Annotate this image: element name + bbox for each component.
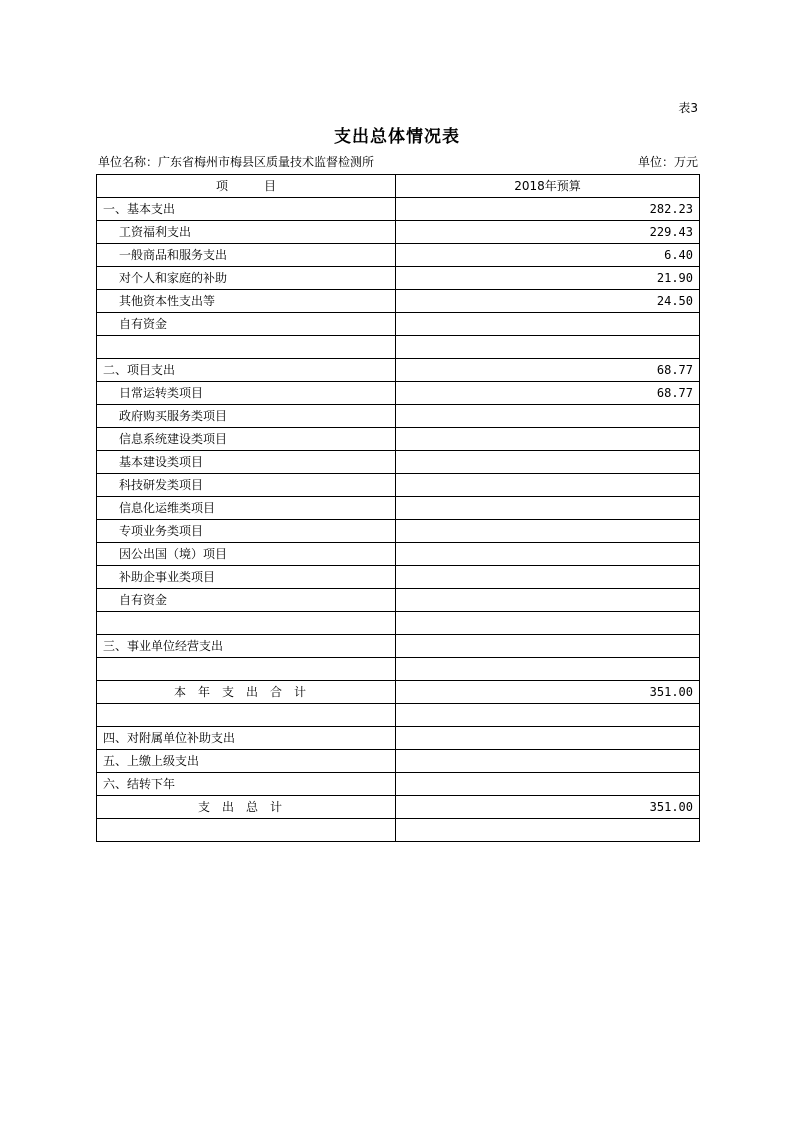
- table-row: [97, 313, 700, 336]
- row-item-label: 自有资金: [97, 313, 396, 336]
- table-row: [97, 244, 700, 267]
- table-row: [97, 451, 700, 474]
- row-item-label: 六、结转下年: [97, 773, 396, 796]
- row-item-label: 对个人和家庭的补助: [97, 267, 396, 290]
- row-item-label: [97, 704, 396, 727]
- table-row: [97, 474, 700, 497]
- table-row: [97, 727, 700, 750]
- table-row: [97, 497, 700, 520]
- table-row: [97, 681, 700, 704]
- row-budget-value: [396, 451, 700, 474]
- row-item-label: 信息化运维类项目: [97, 497, 396, 520]
- table-row: [97, 704, 700, 727]
- table-row: [97, 658, 700, 681]
- row-item-label: 科技研发类项目: [97, 474, 396, 497]
- table-row: [97, 543, 700, 566]
- row-budget-value: [396, 727, 700, 750]
- row-budget-value: 351.00: [396, 796, 700, 819]
- row-item-label: 专项业务类项目: [97, 520, 396, 543]
- table-row: [97, 520, 700, 543]
- row-item-label: 三、事业单位经营支出: [97, 635, 396, 658]
- table-row: [97, 796, 700, 819]
- table-header-row: [97, 175, 700, 198]
- table-row: [97, 290, 700, 313]
- row-item-label: [97, 336, 396, 359]
- row-item-label: [97, 819, 396, 842]
- row-budget-value: [396, 819, 700, 842]
- row-item-label: 工资福利支出: [97, 221, 396, 244]
- row-item-label: 政府购买服务类项目: [97, 405, 396, 428]
- unit-name: 单位名称：广东省梅州市梅县区质量技术监督检测所: [98, 155, 375, 169]
- row-item-label: 补助企事业类项目: [97, 566, 396, 589]
- row-budget-value: 6.40: [396, 244, 700, 267]
- row-item-label: 四、对附属单位补助支出: [97, 727, 396, 750]
- row-budget-value: [396, 474, 700, 497]
- table-row: [97, 198, 700, 221]
- row-budget-value: [396, 589, 700, 612]
- row-budget-value: [396, 658, 700, 681]
- currency-unit: 单位：万元: [637, 155, 698, 169]
- table-row: [97, 359, 700, 382]
- table-row: [97, 221, 700, 244]
- row-item-label: 因公出国（境）项目: [97, 543, 396, 566]
- row-budget-value: [396, 520, 700, 543]
- row-item-label: 五、上缴上级支出: [97, 750, 396, 773]
- row-item-label: 信息系统建设类项目: [97, 428, 396, 451]
- row-item-label: 一般商品和服务支出: [97, 244, 396, 267]
- table-row: [97, 635, 700, 658]
- row-budget-value: [396, 635, 700, 658]
- row-budget-value: [396, 428, 700, 451]
- row-budget-value: [396, 704, 700, 727]
- row-budget-value: 24.50: [396, 290, 700, 313]
- table-number: 表3: [678, 101, 698, 115]
- row-item-label: 其他资本性支出等: [97, 290, 396, 313]
- row-budget-value: 68.77: [396, 359, 700, 382]
- row-item-label: 二、项目支出: [97, 359, 396, 382]
- table-row: [97, 428, 700, 451]
- row-budget-value: [396, 566, 700, 589]
- row-budget-value: 21.90: [396, 267, 700, 290]
- table-row: [97, 405, 700, 428]
- table-row: [97, 819, 700, 842]
- row-item-label: 一、基本支出: [97, 198, 396, 221]
- row-budget-value: [396, 313, 700, 336]
- row-budget-value: 68.77: [396, 382, 700, 405]
- row-budget-value: [396, 497, 700, 520]
- table-row: [97, 267, 700, 290]
- table-row: [97, 750, 700, 773]
- page-title: 支出总体情况表: [334, 127, 460, 147]
- row-budget-value: [396, 543, 700, 566]
- row-budget-value: [396, 336, 700, 359]
- row-item-label: 自有资金: [97, 589, 396, 612]
- row-budget-value: 229.43: [396, 221, 700, 244]
- column-header-budget: 2018年预算: [396, 175, 700, 198]
- row-budget-value: [396, 612, 700, 635]
- table-row: [97, 773, 700, 796]
- row-item-label: 日常运转类项目: [97, 382, 396, 405]
- row-item-label: [97, 658, 396, 681]
- table-row: [97, 566, 700, 589]
- row-budget-value: 282.23: [396, 198, 700, 221]
- column-header-item: 项 目: [97, 175, 396, 198]
- row-budget-value: [396, 773, 700, 796]
- table-row: [97, 612, 700, 635]
- row-budget-value: 351.00: [396, 681, 700, 704]
- row-item-label: [97, 612, 396, 635]
- row-item-label: 支出总计: [97, 796, 396, 819]
- row-budget-value: [396, 750, 700, 773]
- row-item-label: 本年支出合计: [97, 681, 396, 704]
- expenditure-table: [96, 174, 700, 842]
- row-item-label: 基本建设类项目: [97, 451, 396, 474]
- table-row: [97, 589, 700, 612]
- table-row: [97, 382, 700, 405]
- row-budget-value: [396, 405, 700, 428]
- table-row: [97, 336, 700, 359]
